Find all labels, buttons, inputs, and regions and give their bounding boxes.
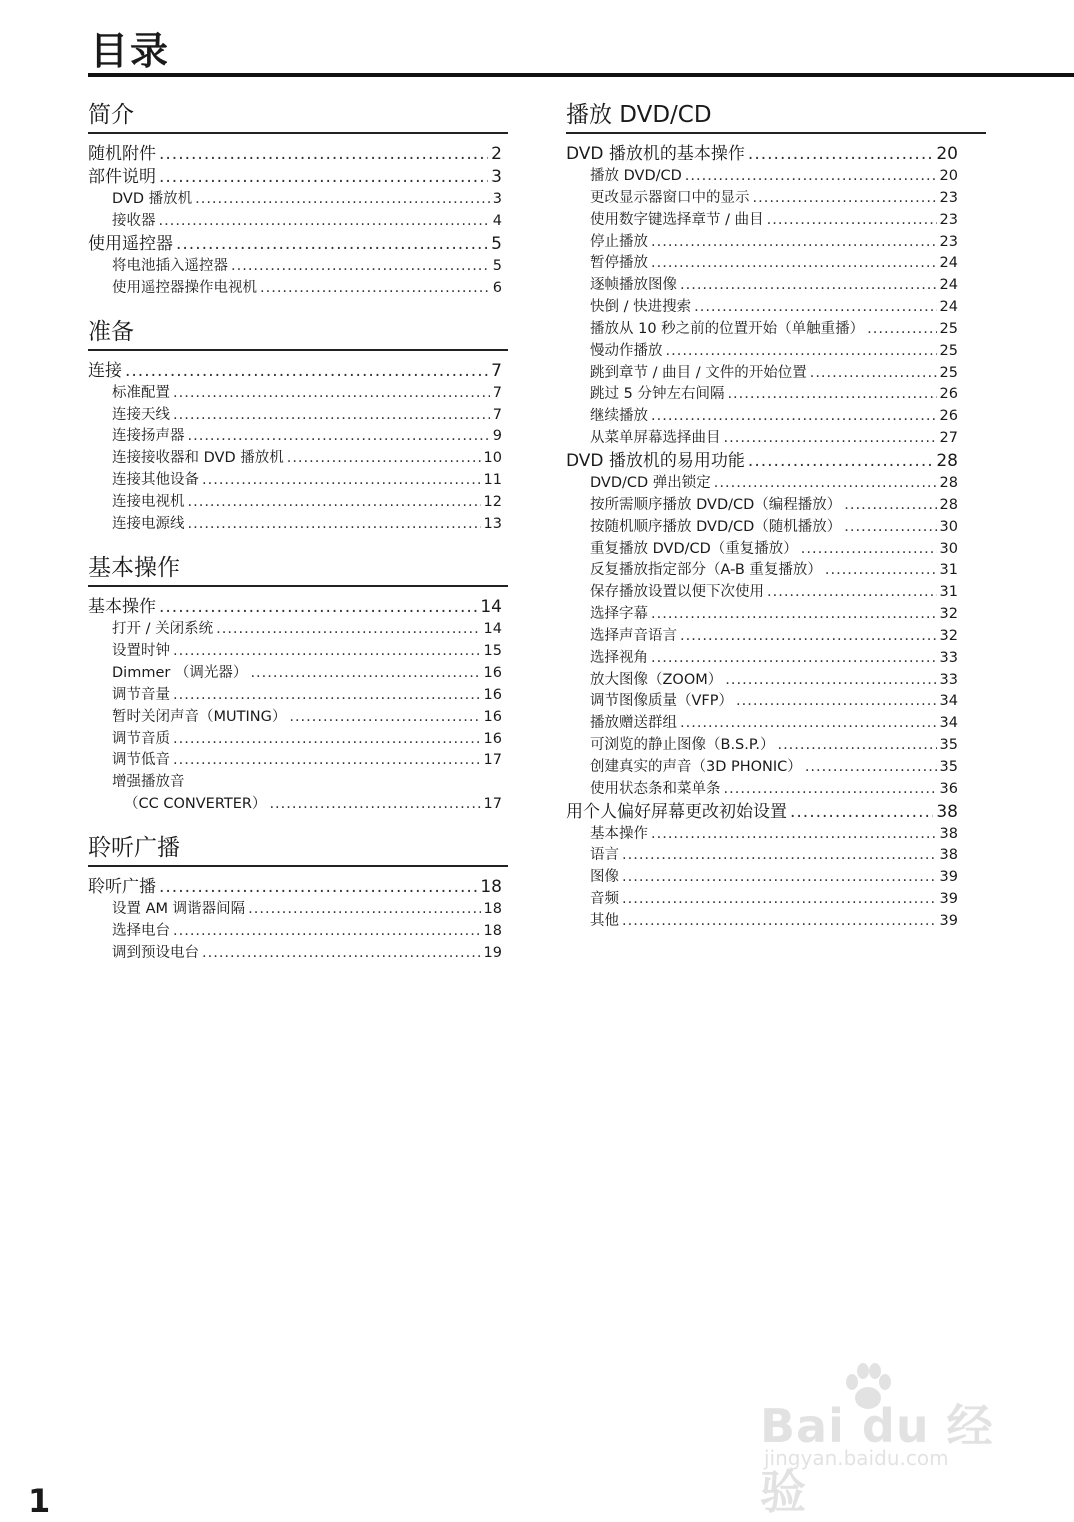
entry-title: 调节低音 (112, 752, 170, 769)
entry-title: 播放 DVD/CD (590, 168, 682, 184)
entry-title: 基本操作 (88, 596, 156, 617)
entry-page-number: 12 (483, 494, 502, 511)
entry-title: 继续播放 (590, 408, 648, 425)
entry-title: 调到预设电台 (112, 944, 199, 961)
dot-leader (269, 794, 480, 816)
toc-subentry[interactable] (566, 867, 986, 889)
entry-title: （CC CONVERTER） (124, 796, 267, 813)
entry-page-number: 38 (936, 801, 958, 822)
toc-subentry[interactable] (566, 275, 986, 297)
entry-title: 将电池插入遥控器 (112, 257, 228, 274)
entry-page-number: 30 (939, 518, 958, 535)
dot-leader (159, 166, 488, 189)
dot-leader (825, 560, 937, 582)
dot-leader (622, 845, 937, 867)
entry-title: 使用遥控器 (88, 233, 173, 254)
entry-title: 播放从 10 秒之前的位置开始（单触重播） (590, 320, 865, 337)
entry-title: 打开 / 关闭系统 (112, 620, 214, 637)
toc-subentry[interactable] (566, 319, 986, 341)
toc-list (88, 143, 508, 300)
entry-title: 增强播放音 (112, 774, 185, 791)
entry-page-number: 17 (483, 796, 502, 813)
entry-page-number: 36 (939, 780, 958, 797)
toc-subentry[interactable] (566, 626, 986, 648)
entry-page-number: 16 (483, 708, 502, 725)
entry-page-number: 20 (939, 168, 958, 184)
dot-leader (159, 143, 488, 166)
toc-subentry[interactable] (566, 253, 986, 275)
entry-title: 放大图像（ZOOM） (590, 671, 723, 688)
entry-page-number: 25 (939, 364, 958, 381)
entry-page-number: 4 (492, 212, 502, 229)
toc-entry[interactable] (88, 360, 508, 383)
section-heading: 聆听广播 (88, 833, 508, 867)
dot-leader (651, 406, 937, 428)
entry-page-number: 27 (939, 430, 958, 447)
entry-page-number: 16 (483, 664, 502, 681)
dot-leader (202, 943, 481, 965)
section-heading: 基本操作 (88, 553, 508, 587)
dot-leader (188, 492, 481, 514)
entry-page-number: 16 (483, 730, 502, 747)
dot-leader (867, 319, 936, 341)
entry-page-number: 15 (483, 642, 502, 659)
entry-title: 使用遥控器操作电视机 (112, 279, 257, 296)
dot-leader (651, 648, 937, 670)
dot-leader (666, 341, 937, 363)
entry-title: 更改显示器窗口中的显示 (590, 189, 750, 206)
entry-page-number: 25 (939, 342, 958, 359)
toc-entry[interactable] (88, 233, 508, 256)
watermark-brand: Bai du 经验 (760, 1399, 994, 1519)
entry-page-number: 32 (939, 627, 958, 644)
dot-leader (736, 691, 937, 713)
entry-title: DVD 播放机 (112, 191, 193, 207)
dot-leader (250, 663, 480, 685)
dot-leader (680, 713, 937, 735)
entry-title: 选择视角 (590, 649, 648, 666)
entry-title: 连接接收器和 DVD 播放机 (112, 450, 284, 467)
entry-page-number: 19 (483, 944, 502, 961)
dot-leader (260, 278, 490, 300)
entry-page-number: 31 (939, 562, 958, 579)
dot-leader (176, 233, 488, 256)
dot-leader (714, 473, 937, 495)
entry-title: 连接其他设备 (112, 472, 199, 489)
entry-title: DVD 播放机的基本操作 (566, 144, 745, 164)
toc-subentry[interactable] (566, 297, 986, 319)
entry-title: 跳到章节 / 曲目 / 文件的开始位置 (590, 364, 807, 381)
page-title: 目录 (90, 29, 171, 73)
entry-title: 调节音质 (112, 730, 170, 747)
dot-leader (680, 626, 937, 648)
dot-leader (651, 824, 937, 846)
watermark (760, 1358, 1010, 1519)
dot-leader (801, 539, 937, 561)
entry-title: 选择声音语言 (590, 627, 677, 644)
dot-leader (188, 514, 481, 536)
entry-page-number: 17 (483, 752, 502, 769)
toc-section (88, 100, 508, 300)
toc-subentry[interactable] (566, 582, 986, 604)
entry-title: 重复播放 DVD/CD（重复播放） (590, 540, 798, 557)
entry-title: 语言 (590, 847, 619, 864)
dot-leader (231, 256, 490, 278)
dot-leader (680, 275, 937, 297)
entry-page-number: 28 (939, 474, 958, 491)
section-heading: 简介 (88, 100, 508, 134)
entry-title: 选择字幕 (590, 606, 648, 623)
toc-subentry[interactable] (88, 772, 508, 794)
toc-subentry[interactable] (88, 278, 508, 300)
toc-subentry[interactable] (566, 735, 986, 757)
entry-title: 部件说明 (88, 167, 156, 187)
entry-page-number: 13 (483, 516, 502, 533)
dot-leader (724, 428, 937, 450)
dot-leader (805, 757, 937, 779)
dot-leader (777, 735, 936, 757)
dot-leader (725, 670, 936, 692)
entry-title: 连接电视机 (112, 494, 185, 511)
toc-subentry[interactable] (566, 779, 986, 801)
dot-leader (651, 604, 937, 626)
entry-page-number: 14 (480, 596, 502, 617)
entry-page-number: 33 (939, 649, 958, 666)
dot-leader (173, 641, 481, 663)
entry-page-number: 10 (483, 450, 502, 467)
entry-page-number: 23 (939, 233, 958, 250)
toc-list (88, 876, 508, 965)
entry-page-number: 9 (492, 428, 502, 445)
dot-leader (622, 889, 937, 911)
entry-page-number: 26 (939, 386, 958, 403)
entry-title: 连接天线 (112, 406, 170, 423)
entry-page-number: 3 (491, 167, 502, 187)
toc-subentry[interactable] (566, 648, 986, 670)
dot-leader (195, 189, 490, 211)
dot-leader (159, 596, 477, 619)
toc-subentry[interactable] (88, 641, 508, 663)
toc-subentry[interactable] (88, 619, 508, 641)
entry-page-number: 23 (939, 189, 958, 206)
entry-title: 设置时钟 (112, 642, 170, 659)
toc-subentry[interactable] (88, 663, 508, 685)
toc-subentry[interactable] (88, 383, 508, 405)
toc-subentry[interactable] (88, 448, 508, 470)
dot-leader (651, 253, 937, 275)
entry-page-number: 33 (939, 671, 958, 688)
entry-title: DVD/CD 弹出锁定 (590, 474, 711, 491)
title-rule (88, 73, 1074, 77)
entry-title: Dimmer （调光器） (112, 664, 248, 681)
entry-page-number: 26 (939, 408, 958, 425)
dot-leader (694, 297, 936, 319)
toc-entry[interactable] (566, 801, 986, 824)
dot-leader (790, 801, 933, 824)
toc-subentry[interactable] (566, 845, 986, 867)
toc-subentry[interactable] (566, 406, 986, 428)
toc-subentry[interactable] (566, 670, 986, 692)
entry-page-number: 28 (936, 450, 958, 471)
dot-leader (685, 166, 937, 188)
toc-subentry[interactable] (566, 517, 986, 539)
entry-page-number: 30 (939, 540, 958, 557)
toc-subentry[interactable] (88, 899, 508, 921)
entry-title: 随机附件 (88, 144, 156, 164)
entry-page-number: 35 (939, 758, 958, 775)
entry-title: 聆听广播 (88, 877, 156, 898)
toc-list (566, 143, 986, 933)
toc-subentry[interactable] (566, 539, 986, 561)
dot-leader (622, 911, 937, 933)
entry-title: 按随机顺序播放 DVD/CD（随机播放） (590, 518, 842, 535)
entry-page-number: 5 (491, 233, 502, 254)
dot-leader (622, 867, 937, 889)
entry-title: 标准配置 (112, 384, 170, 401)
dot-leader (173, 750, 481, 772)
entry-page-number: 34 (939, 693, 958, 710)
entry-title: 慢动作播放 (590, 342, 663, 359)
entry-title: 按所需顺序播放 DVD/CD（编程播放） (590, 496, 842, 513)
toc-subentry[interactable] (88, 794, 508, 816)
entry-title: 调节音量 (112, 686, 170, 703)
entry-page-number: 35 (939, 737, 958, 754)
dot-leader (810, 363, 937, 385)
toc-subentry[interactable] (88, 189, 508, 211)
entry-title: 接收器 (112, 212, 156, 229)
toc-subentry[interactable] (566, 188, 986, 210)
dot-leader (651, 232, 937, 254)
dot-leader (188, 426, 490, 448)
toc-subentry[interactable] (566, 911, 986, 933)
entry-title: 用个人偏好屏幕更改初始设置 (566, 801, 787, 822)
entry-title: 图像 (590, 869, 619, 886)
dot-leader (753, 188, 937, 210)
toc-subentry[interactable] (566, 691, 986, 713)
entry-title: 连接扬声器 (112, 428, 185, 445)
toc-section (88, 833, 508, 965)
toc-entry[interactable] (88, 876, 508, 899)
entry-page-number: 24 (939, 277, 958, 294)
entry-page-number: 18 (483, 901, 502, 918)
toc-subentry[interactable] (566, 363, 986, 385)
entry-page-number: 6 (492, 279, 502, 296)
entry-page-number: 32 (939, 606, 958, 623)
toc-subentry[interactable] (88, 426, 508, 448)
entry-page-number: 38 (939, 847, 958, 864)
dot-leader (173, 729, 481, 751)
toc-subentry[interactable] (88, 256, 508, 278)
entry-page-number: 24 (939, 299, 958, 316)
entry-page-number: 39 (939, 891, 958, 908)
toc-subentry[interactable] (88, 211, 508, 233)
dot-leader (767, 582, 937, 604)
page-number: 1 (28, 1482, 51, 1520)
entry-title: 基本操作 (590, 825, 648, 842)
toc-entry[interactable] (88, 166, 508, 189)
entry-page-number: 14 (483, 620, 502, 637)
entry-page-number: 2 (491, 144, 502, 164)
entry-page-number: 39 (939, 913, 958, 929)
entry-title: 暂时关闭声音（MUTING） (112, 708, 287, 725)
toc-subentry[interactable] (88, 921, 508, 943)
toc-subentry[interactable] (566, 560, 986, 582)
entry-page-number: 31 (939, 584, 958, 601)
entry-page-number: 7 (491, 360, 502, 381)
toc-entry[interactable] (566, 450, 986, 473)
toc-entry[interactable] (88, 143, 508, 166)
entry-page-number: 24 (939, 255, 958, 272)
entry-title: 音频 (590, 891, 619, 908)
dot-leader (844, 517, 936, 539)
entry-page-number: 39 (939, 869, 958, 886)
toc-section (88, 553, 508, 816)
toc-subentry[interactable] (566, 166, 986, 188)
entry-page-number: 5 (492, 257, 502, 274)
entry-title: 可浏览的静止图像（B.S.P.） (590, 737, 775, 754)
dot-leader (287, 448, 481, 470)
toc-subentry[interactable] (566, 232, 986, 254)
toc-subentry[interactable] (88, 707, 508, 729)
entry-title: DVD 播放机的易用功能 (566, 450, 745, 471)
toc-subentry[interactable] (88, 943, 508, 965)
entry-page-number: 28 (939, 496, 958, 513)
entry-page-number: 7 (492, 406, 502, 423)
entry-title: 选择电台 (112, 923, 170, 940)
watermark-url: jingyan.baidu.com (764, 1446, 949, 1470)
entry-title: 连接电源线 (112, 516, 185, 533)
toc-subentry[interactable] (88, 405, 508, 427)
entry-page-number: 7 (492, 384, 502, 401)
dot-leader (727, 384, 936, 406)
toc-left-column (88, 100, 508, 982)
section-heading: 准备 (88, 317, 508, 351)
entry-title: 逐帧播放图像 (590, 277, 677, 294)
dot-leader (173, 685, 481, 707)
dot-leader (748, 143, 933, 166)
entry-page-number: 23 (939, 211, 958, 228)
entry-page-number: 11 (483, 472, 502, 489)
toc-subentry[interactable] (566, 824, 986, 846)
dot-leader (159, 876, 477, 899)
entry-title: 跳过 5 分钟左右间隔 (590, 386, 725, 403)
toc-subentry[interactable] (566, 341, 986, 363)
toc-subentry[interactable] (88, 729, 508, 751)
entry-title: 调节图像质量（VFP） (590, 693, 734, 710)
entry-title: 使用状态条和菜单条 (590, 780, 721, 797)
entry-page-number: 25 (939, 320, 958, 337)
entry-title: 保存播放设置以便下次使用 (590, 584, 764, 601)
toc-subentry[interactable] (88, 685, 508, 707)
toc-subentry[interactable] (88, 470, 508, 492)
entry-title: 从菜单屏幕选择曲目 (590, 430, 721, 447)
toc-list (88, 596, 508, 816)
entry-title: 播放赠送群组 (590, 715, 677, 732)
entry-page-number: 16 (483, 686, 502, 703)
entry-title: 使用数字键选择章节 / 曲目 (590, 211, 764, 228)
entry-page-number: 20 (936, 144, 958, 164)
toc-entry[interactable] (88, 596, 508, 619)
toc-subentry[interactable] (566, 713, 986, 735)
dot-leader (173, 405, 490, 427)
toc-subentry[interactable] (88, 750, 508, 772)
entry-title: 停止播放 (590, 233, 648, 250)
entry-title: 快倒 / 快进搜索 (590, 299, 692, 316)
toc-subentry[interactable] (566, 604, 986, 626)
dot-leader (767, 210, 937, 232)
toc-subentry[interactable] (566, 384, 986, 406)
dot-leader (248, 899, 480, 921)
toc-section (88, 317, 508, 536)
toc-subentry[interactable] (566, 889, 986, 911)
dot-leader (202, 470, 481, 492)
toc-section (566, 100, 986, 933)
entry-page-number: 18 (483, 923, 502, 940)
entry-title: 连接 (88, 360, 122, 381)
toc-subentry[interactable] (566, 473, 986, 495)
toc-subentry[interactable] (88, 514, 508, 536)
entry-page-number: 34 (939, 715, 958, 732)
toc-subentry[interactable] (88, 492, 508, 514)
dot-leader (173, 383, 490, 405)
dot-leader (173, 921, 481, 943)
toc-right-column (566, 100, 986, 950)
entry-title: 其他 (590, 913, 619, 929)
toc-subentry[interactable] (566, 757, 986, 779)
dot-leader (159, 211, 490, 233)
entry-title: 暂停播放 (590, 255, 648, 272)
entry-page-number: 38 (939, 825, 958, 842)
dot-leader (844, 495, 936, 517)
entry-title: 反复播放指定部分（A-B 重复播放） (590, 562, 822, 579)
toc-list (88, 360, 508, 536)
toc-subentry[interactable] (566, 210, 986, 232)
entry-page-number: 3 (492, 191, 502, 207)
section-heading: 播放 DVD/CD (566, 100, 986, 134)
dot-leader (216, 619, 480, 641)
dot-leader (748, 450, 933, 473)
toc-subentry[interactable] (566, 495, 986, 517)
toc-entry[interactable] (566, 143, 986, 166)
dot-leader (125, 360, 488, 383)
toc-subentry[interactable] (566, 428, 986, 450)
dot-leader (724, 779, 937, 801)
entry-title: 创建真实的声音（3D PHONIC） (590, 758, 802, 775)
entry-title: 设置 AM 调谐器间隔 (112, 901, 246, 918)
dot-leader (289, 707, 480, 729)
entry-page-number: 18 (480, 877, 502, 898)
